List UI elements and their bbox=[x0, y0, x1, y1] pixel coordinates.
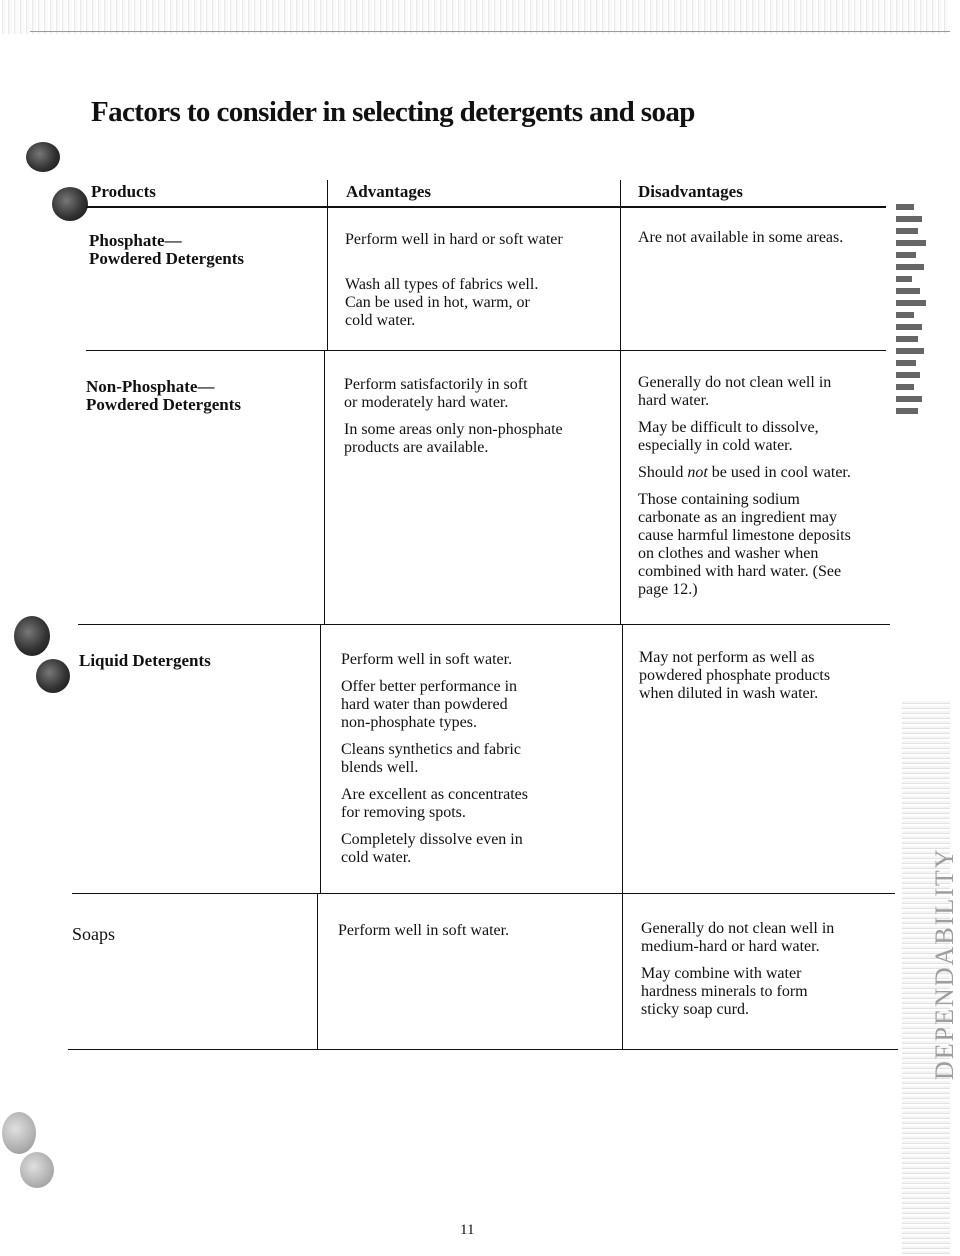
binder-hole bbox=[36, 659, 70, 693]
advantage-item: Completely dissolve even in cold water. bbox=[341, 831, 523, 866]
binder-hole bbox=[26, 142, 60, 172]
index-tab-marks bbox=[896, 204, 930, 444]
advantage-item: Cleans synthetics and fabric blends well. bbox=[341, 741, 521, 776]
product-phosphate: Phosphate— Powdered Detergents bbox=[89, 231, 245, 268]
row-divider bbox=[72, 893, 895, 894]
disadvantage-item: Should not be used in cool water. bbox=[638, 464, 851, 481]
product-non-phosphate: Non-Phosphate— Powdered Detergents bbox=[86, 377, 242, 414]
column-divider bbox=[622, 624, 623, 893]
column-divider bbox=[317, 893, 318, 1050]
binder-hole bbox=[14, 616, 50, 656]
header-disadvantages: Disadvantages bbox=[638, 182, 743, 201]
disadvantages-phosphate bbox=[638, 229, 898, 256]
disadvantage-item: Generally do not clean well in hard water. bbox=[638, 374, 832, 409]
disadvantage-item: May combine with water hardness minerals to form sticky soap curd. bbox=[641, 965, 808, 1018]
column-divider bbox=[620, 180, 621, 350]
column-divider bbox=[622, 893, 623, 1050]
table-bottom-rule bbox=[68, 1049, 898, 1050]
column-divider bbox=[327, 180, 328, 350]
row-divider bbox=[86, 350, 886, 351]
advantages-soaps bbox=[338, 922, 598, 949]
disadvantages-soaps bbox=[641, 920, 856, 1028]
page-title: Factors to consider in selecting detergents and soap bbox=[91, 96, 695, 128]
binder-hole bbox=[52, 187, 88, 221]
disadvantages-non-phosphate bbox=[638, 374, 866, 608]
advantage-item: Perform well in soft water. bbox=[338, 922, 510, 939]
advantages-non-phosphate bbox=[344, 376, 579, 466]
disadvantage-item: Are not available in some areas. bbox=[638, 229, 844, 246]
binder-hole bbox=[20, 1152, 54, 1188]
advantages-phosphate bbox=[345, 231, 605, 339]
advantage-item: Wash all types of fabrics well. Can be used in hot, warm, or cold water. bbox=[345, 276, 539, 329]
scan-top-line bbox=[30, 31, 950, 32]
header-rule bbox=[86, 206, 886, 208]
advantage-item: Perform satisfactorily in soft or moderately hard water. bbox=[344, 376, 528, 411]
scan-top-edge bbox=[0, 0, 950, 34]
advantage-item: Perform well in soft water. bbox=[341, 651, 513, 668]
disadvantages-liquid-detergents bbox=[639, 649, 839, 712]
advantage-item: Are excellent as concentrates for removing spots. bbox=[341, 786, 529, 821]
product-soaps: Soaps bbox=[72, 924, 116, 944]
product-liquid-detergents: Liquid Detergents bbox=[79, 651, 211, 670]
column-divider bbox=[620, 350, 621, 624]
page-number: 11 bbox=[460, 1222, 475, 1238]
binder-hole bbox=[2, 1112, 36, 1154]
column-divider bbox=[324, 350, 325, 624]
header-products: Products bbox=[91, 182, 156, 201]
disadvantage-item: May not perform as well as powdered phosphate products when diluted in wash water. bbox=[639, 649, 831, 702]
disadvantage-item: Those containing sodium carbonate as an ingredient may cause harmful limestone deposits on clothes and washer when combined with hard water. (See page 12.) bbox=[638, 491, 851, 598]
advantage-item: Offer better performance in hard water than powdered non-phosphate types. bbox=[341, 678, 518, 731]
row-divider bbox=[78, 624, 890, 625]
advantages-liquid-detergents bbox=[341, 651, 556, 876]
disadvantage-item: Generally do not clean well in medium-hard or hard water. bbox=[641, 920, 835, 955]
advantage-item: In some areas only non-phosphate products are available. bbox=[344, 421, 563, 456]
disadvantage-item: May be difficult to dissolve, especially in cold water. bbox=[638, 419, 819, 454]
advantage-item: Perform well in hard or soft water bbox=[345, 231, 563, 248]
side-tab-text: DEPENDABILITY bbox=[930, 847, 959, 1080]
column-divider bbox=[320, 624, 321, 893]
header-advantages: Advantages bbox=[346, 182, 432, 201]
